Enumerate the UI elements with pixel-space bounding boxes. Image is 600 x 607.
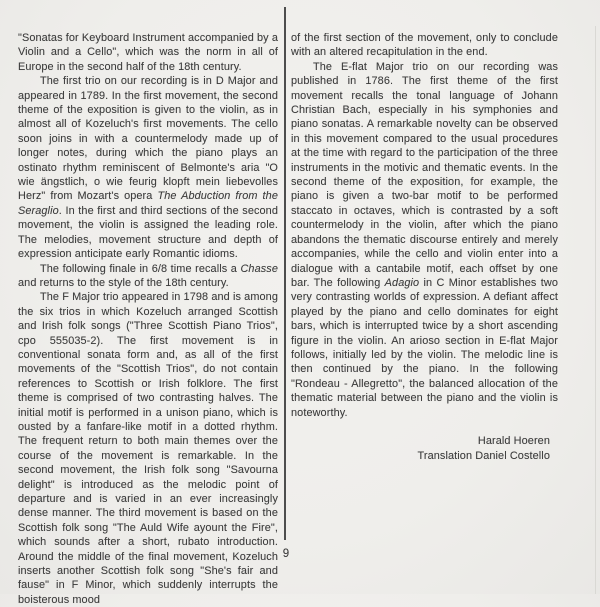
text-column-right (291, 31, 558, 463)
italic-text: The Abduction from the Seraglio (18, 190, 279, 217)
italic-text: Adagio (384, 276, 420, 289)
body-text: The following finale in 6/8 time recalls a (40, 262, 241, 275)
paragraph (18, 31, 278, 74)
paragraph (18, 290, 278, 607)
paragraph (291, 60, 558, 420)
credit-line: Translation Daniel Costello (417, 449, 550, 462)
right-column-paragraphs (291, 31, 558, 420)
body-text: The E-flat Major trio on our recording was published in 1786. The first theme of the first movement recalls the tonal language of Johann Christian Bach, especially in his symphonies and piano sonatas. A remarkable novelty can be observed in this movement compared to the usual procedures at the time with regard to the participation of the three instruments in the motivic and thematic events. In the second theme of the exposition, for example, the piano is given a two-bar motif to be performed staccato in octaves, which is contrasted by a soft countermelody in the violin, after which the piano abandons the thematic discourse entirely and merely accompanies, while the cello and violin enter into a dialogue with a cantabile motif, each offset by one bar. The following (291, 60, 558, 289)
scan-edge-line (595, 26, 596, 594)
body-text: . In the first and third sections of the second movement, the violin is assigned the leading role. The melodies, movement structure and depth of expression anticipate early Romantic idioms. (18, 204, 278, 261)
column-divider-rule (284, 7, 286, 540)
paragraph (291, 31, 558, 60)
italic-text: Chasse (240, 262, 278, 275)
paragraph (18, 262, 278, 291)
body-text: "Sonatas for Keyboard Instrument accompanied by a Violin and a Cello", which was the norm in all of Europe in the second half of the 18th century. (18, 32, 278, 73)
paragraph (18, 74, 278, 261)
credits-block (291, 434, 558, 463)
page-number: 9 (282, 548, 290, 560)
credit-line: Harald Hoeren (477, 434, 550, 447)
text-column-left (18, 31, 278, 607)
body-text: in C Minor establishes two very contrasting worlds of expression. A defiant affect played by the piano and cello dominates for eight bars, which is interrupted twice by a short ascending figure in the violin. An arioso section in E-flat Major follows, initially led by the violin. The melodic line is then continued by the piano. In the following "Rondeau - Allegretto", the balanced allocation of the thematic material between the piano and the violin is noteworthy. (291, 276, 558, 419)
body-text: The F Major trio appeared in 1798 and is among the six trios in which Kozeluch arranged Scottish and Irish folk songs ("Three Scottish Piano Trios", cpo 555035-2). The first movement is in conventional sonata form and, as all of the first movements of the "Scottish Trios", do not contain references to Scottish or Irish folklore. The first theme is comprised of two contrasting halves. The initial motif is performed in a unison piano, which is ousted by a fanfare-like motif in a dotted rhythm. The frequent return to both main themes over the course of the movement is remarkable. In the second movement, the Irish folk song "Savourna delight" is introduced as the melodic point of departure and is varied in an ever increasingly dense manner. The third movement is based on the Scottish folk song "The Auld Wife ayount the Fire", which sounds after a short, rubato introduction. Around the middle of the final movement, Kozeluch inserts another Scottish folk song "She's fair and fause" in F Minor, which suddenly interrupts the boisterous mood (18, 291, 278, 606)
body-text: and returns to the style of the 18th century. (18, 276, 229, 289)
body-text: The first trio on our recording is in D Major and appeared in 1789. In the first movement, the second theme of the exposition is given to the violin, as in almost all of Kozeluch's first movements. The cello soon joins in with a countermelody made up of longer notes, during which the piano plays an ostinato rhythm reminiscent of Belmonte's aria "O wie ängstlich, o wie feurig klopft mein liebevolles Herz" from Mozart's opera (18, 75, 278, 203)
body-text: of the first section of the movement, only to conclude with an altered recapitulation in the end. (291, 32, 558, 59)
